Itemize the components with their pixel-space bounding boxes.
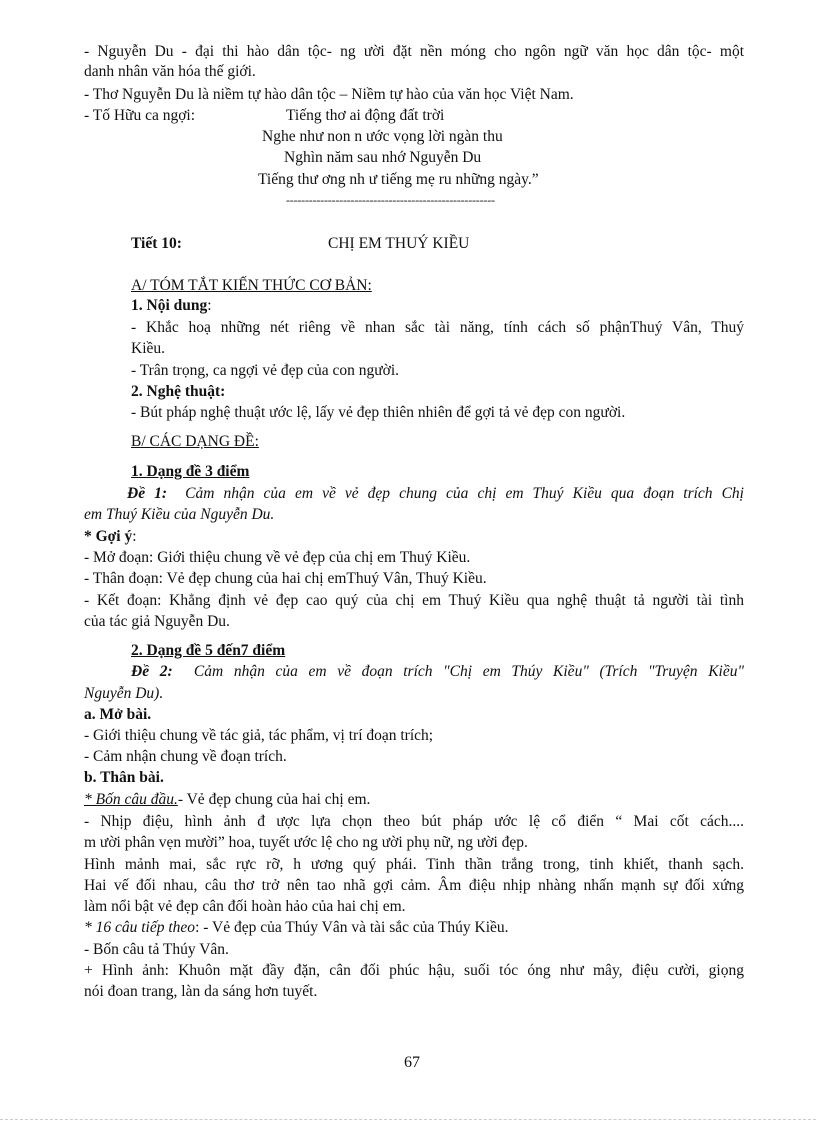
content-line: Kiều. [131,340,166,357]
b-first-label: * Bốn câu đầu. [84,791,178,808]
hint-heading-line [84,527,137,547]
a-line: - Giới thiệu chung về tác giả, tác phẩm, vị trí đoạn trích; [84,727,434,744]
art-line: - Bút pháp nghệ thuật ước lệ, lấy vẻ đẹp thiên nhiên để gợi tả vẻ đẹp con người. [131,404,626,421]
separator: ------------------------------------------------------- [286,193,495,207]
b-heading: b. Thân bài. [84,769,164,786]
poem-line: Tiếng thư ơng nh ư tiếng mẹ ru những ngày.” [258,171,539,188]
type1-prompt-line [84,505,274,525]
hint-line: - Kết đoạn: Khẳng định vẻ đẹp cao quý của chị em Thuý Kiều qua nghệ thuật tả người tài tình [84,592,744,609]
image-line: + Hình ảnh: Khuôn mặt đầy đặn, cân đối phúc hậu, suối tóc óng như mây, điệu cười, giọng [84,962,744,979]
hint-line: của tác giả Nguyễn Du. [84,613,230,630]
lesson-title: CHỊ EM THUÝ KIỀU [328,235,470,252]
type2-prompt-label: Đề 2: [131,663,173,680]
poem-line: Nghe như non n ước vọng lời ngàn thu [262,128,503,145]
next-text: : - Vẻ đẹp của Thúy Vân và tài sắc của Thúy Kiều. [195,919,509,936]
b-line: làm nổi bật vẻ đẹp cân đối hoàn hảo của hai chị em. [84,898,406,915]
intro-line: - Nguyễn Du - đại thi hào dân tộc- ng ười đặt nền móng cho ngôn ngữ văn học dân tộc- một [84,43,744,60]
b-line: Hình mảnh mai, sắc rực rỡ, h ương quý phái. Tinh thần trắng trong, tinh khiết, thanh sạch. [84,856,744,873]
type2-prompt-text: Nguyễn Du). [84,685,164,702]
hint-heading: * Gợi ý [84,528,133,545]
intro-line: danh nhân văn hóa thế giới. [84,63,256,80]
type2-heading: 2. Dạng đề 5 đến7 điểm [131,642,286,659]
page-number: 67 [404,1054,420,1071]
hint-line: - Thân đoạn: Vẻ đẹp chung của hai chị emThuý Vân, Thuý Kiều. [84,570,487,587]
type1-prompt-label: Đề 1: [127,485,168,502]
image-line: nói đoan trang, làn da sáng hơn tuyết. [84,983,318,1000]
type2-prompt-line [131,662,744,682]
content-line: - Khắc hoạ những nét riêng về nhan sắc tài năng, tính cách số phậnThuý Vân, Thuý [131,319,744,336]
b-first-line [84,790,370,810]
content-heading-line [131,296,212,316]
a-line: - Cảm nhận chung về đoạn trích. [84,748,287,765]
type1-heading: 1. Dạng đề 3 điểm [131,463,250,480]
next-line [84,918,509,938]
b-line: Hai vế đối nhau, câu thơ trở nên tao nhã gợi cảm. Âm điệu nhịp nhàng nhấn mạnh sự đối xứng [84,877,744,894]
section-b-heading: B/ CÁC DẠNG ĐỀ: [131,433,259,450]
art-heading: 2. Nghệ thuật: [131,383,226,400]
b-first-text: - Vẻ đẹp chung của hai chị em. [177,791,371,808]
type1-prompt-text: em Thuý Kiều của Nguyễn Du. [84,506,275,523]
next-label: * 16 câu tiếp theo [84,919,196,936]
type2-prompt-line [84,684,163,704]
to-huu-label: - Tố Hữu ca ngợi: [84,107,196,124]
content-heading: 1. Nội dung [131,297,208,314]
hint-colon: : [132,528,137,545]
page-bottom-divider [0,1119,816,1120]
type1-prompt-text: Cảm nhận của em về vẻ đẹp chung của chị em Thuý Kiều qua đoạn trích Chị [185,485,744,502]
poem-line: Tiếng thơ ai động đất trời [286,107,445,124]
lesson-number: Tiết 10: [131,235,182,252]
type2-prompt-text: Cảm nhận của em về đoạn trích "Chị em Thúy Kiều" (Trích "Truyện Kiều" [193,663,744,680]
b-line: m ười phân vẹn mười” hoa, tuyết ước lệ cho ng ười phụ nữ, ng ười đẹp. [84,834,528,851]
intro-line: - Thơ Nguyễn Du là niềm tự hào dân tộc – Niềm tự hào của văn học Việt Nam. [84,86,574,103]
a-heading: a. Mở bài. [84,706,152,723]
content-colon: : [207,297,212,314]
section-a-heading: A/ TÓM TẮT KIẾN THỨC CƠ BẢN: [131,277,372,294]
hint-line: - Mở đoạn: Giới thiệu chung về vẻ đẹp của chị em Thuý Kiều. [84,549,471,566]
poem-line: Nghìn năm sau nhớ Nguyễn Du [284,149,482,166]
content-line: - Trân trọng, ca ngợi vẻ đẹp của con người. [131,362,400,379]
van-line: - Bốn câu tả Thúy Vân. [84,941,229,958]
type1-prompt-line [127,484,744,504]
b-line: - Nhịp điệu, hình ảnh đ ược lựa chọn theo bút pháp ước lệ cổ điển “ Mai cốt cách.... [84,813,744,830]
